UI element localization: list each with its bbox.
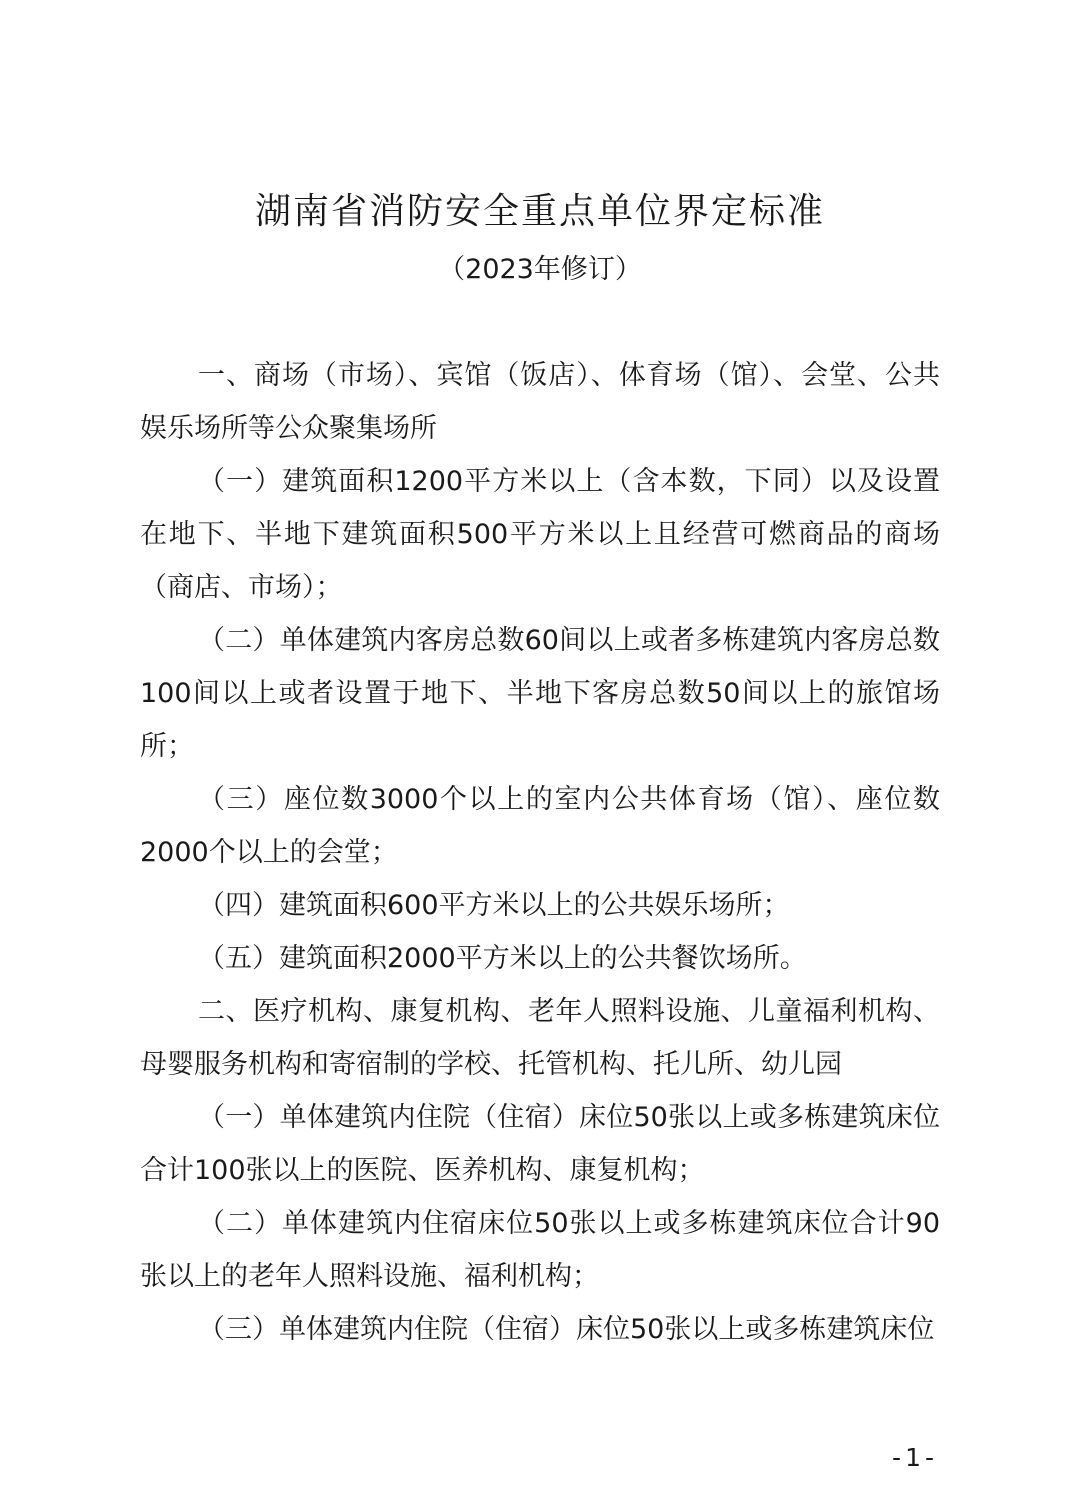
clause-1-2: （二）单体建筑内客房总数60间以上或者多栋建筑内客房总数100间以上或者设置于地下、半地下客房总数50间以上的旅馆场所； bbox=[140, 625, 940, 762]
clause-2-2: （二）单体建筑内住宿床位50张以上或多栋建筑床位合计90张以上的老年人照料设施、福利机构； bbox=[140, 1208, 940, 1292]
clause-1-1: （一）建筑面积1200平方米以上（含本数，下同）以及设置在地下、半地下建筑面积500平方米以上且经营可燃商品的商场（商店、市场）； bbox=[140, 466, 940, 603]
clause-2-3: （三）单体建筑内住院（住宿）床位50张以上或多栋建筑床位 bbox=[198, 1314, 935, 1345]
clause-1-4: （四）建筑面积600平方米以上的公共娱乐场所； bbox=[198, 890, 790, 921]
section-heading-2: 二、医疗机构、康复机构、老年人照料设施、儿童福利机构、母婴服务机构和寄宿制的学校、托管机构、托儿所、幼儿园 bbox=[140, 996, 940, 1080]
page-number: -1- bbox=[892, 1443, 938, 1472]
clause-1-5: （五）建筑面积2000平方米以上的公共餐饮场所。 bbox=[198, 943, 807, 974]
clause-1-3: （三）座位数3000个以上的室内公共体育场（馆）、座位数2000个以上的会堂； bbox=[140, 784, 940, 868]
document-body bbox=[140, 349, 940, 1356]
clause-2-1: （一）单体建筑内住院（住宿）床位50张以上或多栋建筑床位合计100张以上的医院、医养机构、康复机构； bbox=[140, 1102, 940, 1186]
section-heading-1: 一、商场（市场）、宾馆（饭店）、体育场（馆）、会堂、公共娱乐场所等公众聚集场所 bbox=[140, 360, 940, 444]
document-title: 湖南省消防安全重点单位界定标准 bbox=[254, 191, 825, 232]
document-subtitle: （2023年修订） bbox=[438, 254, 642, 285]
